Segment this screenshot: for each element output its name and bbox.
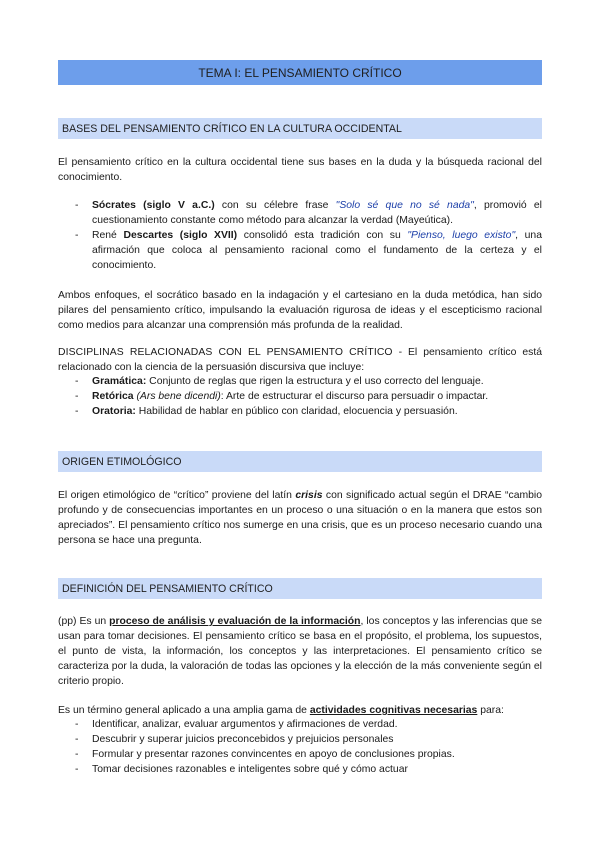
list-item-descartes (58, 228, 542, 273)
list-item-retorica (58, 389, 542, 404)
oratoria-label: Oratoria: (92, 406, 136, 417)
definicion-paragraph-1 (58, 614, 542, 689)
list-item-oratoria (58, 404, 542, 419)
origen-paragraph (58, 488, 542, 548)
page-title: TEMA I: EL PENSAMIENTO CRÍTICO (58, 60, 542, 85)
list-item-gramatica (58, 374, 542, 389)
disciplines-list (58, 374, 542, 419)
disciplines-heading: DISCIPLINAS RELACIONADAS CON EL PENSAMIENTO CRÍTICO (58, 347, 393, 358)
origen-word-crisis: crisis (295, 490, 323, 501)
bases-closing: Ambos enfoques, el socrático basado en la indagación y el cartesiano en la duda metódica, han sido pilares del pensamiento crítico, impulsando la evaluación rigurosa de ideas y el escepticismo racional como medios para alcanzar una comprensión más profunda de la realidad. (58, 290, 542, 331)
activity-text: Descubrir y superar juicios preconcebidos y prejuicios personales (92, 734, 394, 745)
definicion-p2-pre: Es un término general aplicado a una amplia gama de (58, 705, 310, 716)
list-item (58, 717, 542, 732)
socrates-text2: , promovió el cuestionamiento constante como método para alcanzar la verdad (Mayeútica). (92, 200, 542, 226)
dash-marker: - (75, 734, 79, 745)
descartes-text1: consolidó esta tradición con su (237, 230, 408, 241)
socrates-text1: con su célebre frase (214, 200, 336, 211)
activity-text: Tomar decisiones razonables e inteligentes sobre qué y cómo actuar (92, 764, 408, 775)
activity-text: Formular y presentar razones convincentes en apoyo de conclusiones propias. (92, 749, 455, 760)
dash-marker: - (75, 719, 79, 730)
definicion-paragraph-2 (58, 703, 542, 718)
definicion-p1-key: proceso de análisis y evaluación de la información (109, 616, 361, 627)
retorica-text: : Arte de estructurar el discurso para persuadir o impactar. (220, 391, 489, 402)
retorica-latin: (Ars bene dicendi) (133, 391, 221, 402)
definicion-p2-post: para: (477, 705, 504, 716)
definicion-p1-pre: (pp) Es un (58, 616, 110, 627)
disciplines-rest: - El pensamiento crítico está relacionado con la ciencia de la persuasión discursiva que incluye: (58, 347, 542, 373)
dash-marker: - (75, 230, 79, 241)
activity-text: Identificar, analizar, evaluar argumentos y afirmaciones de verdad. (92, 719, 398, 730)
list-item-socrates (58, 198, 542, 228)
section-heading-origen: ORIGEN ETIMOLÓGICO (58, 451, 542, 472)
descartes-name: Descartes (siglo XVII) (123, 230, 238, 241)
bases-list (58, 198, 542, 273)
origen-text1: El origen etimológico de “crítico” proviene del latín (58, 490, 296, 501)
list-item (58, 762, 542, 777)
list-item (58, 732, 542, 747)
descartes-text2: , una afirmación que coloca al pensamiento racional como el fundamento de la certeza y el conocimiento. (92, 230, 542, 271)
dash-marker: - (75, 200, 79, 211)
socrates-name: Sócrates (siglo V a.C.) (92, 200, 215, 211)
definicion-p1-post: , los conceptos y las inferencias que se usan para tomar decisiones. El pensamiento crítico se basa en el propósito, el problema, los supuestos, el punto de vista, la información, los conceptos y las interpretaciones. El pensamiento crítico se caracteriza por la duda, la valoración de todas las opciones y la elección de la más conveniente según el criterio propio. (58, 616, 543, 687)
dash-marker: - (75, 764, 79, 775)
oratoria-text: Habilidad de hablar en público con claridad, elocuencia y persuasión. (135, 406, 458, 417)
section-heading-definicion: DEFINICIÓN DEL PENSAMIENTO CRÍTICO (58, 578, 542, 599)
retorica-label: Retórica (92, 391, 134, 402)
origen-text2: con significado actual según el DRAE “cambio profundo y de consecuencias importantes en un proceso o una situación o en la manera que estos son apreciados”. El pensamiento crítico nos sumerge en una crisis, que es un proceso necesario cuando una persona se hace una pregunta. (58, 490, 542, 546)
section-heading-bases: BASES DEL PENSAMIENTO CRÍTICO EN LA CULTURA OCCIDENTAL (58, 118, 542, 139)
socrates-quote: "Solo sé que no sé nada" (335, 200, 474, 211)
descartes-pre: René (92, 230, 124, 241)
activities-list (58, 717, 542, 777)
dash-marker: - (75, 749, 79, 760)
definicion-p2-key: actividades cognitivas necesarias (309, 705, 478, 716)
dash-marker: - (75, 406, 79, 417)
bases-intro: El pensamiento crítico en la cultura occidental tiene sus bases en la duda y la búsqueda racional del conocimiento. (58, 157, 542, 183)
descartes-quote: "Pienso, luego existo" (407, 230, 516, 241)
dash-marker: - (75, 391, 79, 402)
gramatica-label: Gramática: (92, 376, 147, 387)
dash-marker: - (75, 376, 79, 387)
gramatica-text: Conjunto de reglas que rigen la estructura y el uso correcto del lenguaje. (146, 376, 484, 387)
list-item (58, 747, 542, 762)
disciplines-intro (58, 345, 542, 375)
